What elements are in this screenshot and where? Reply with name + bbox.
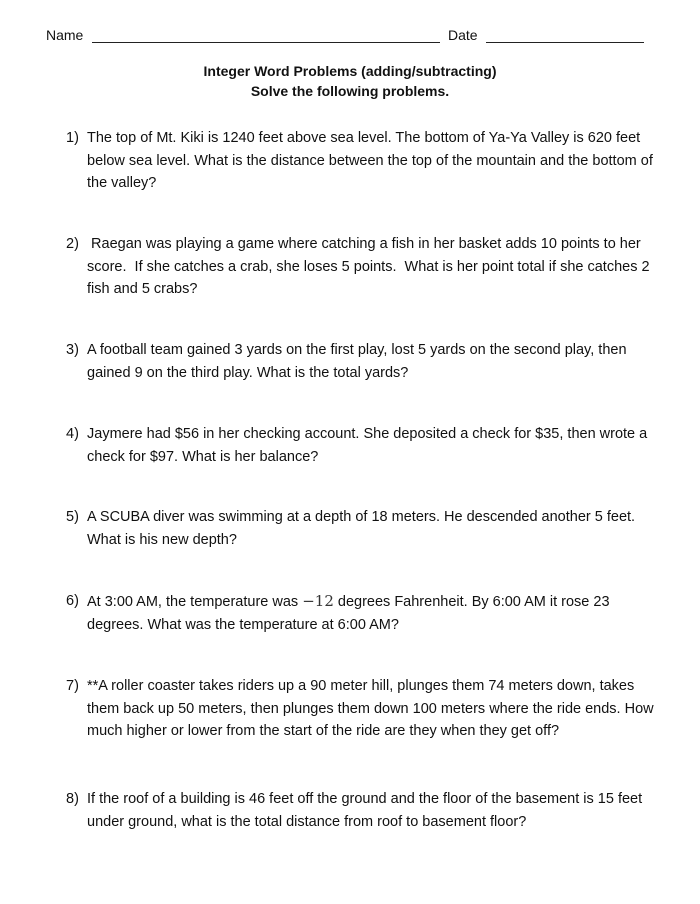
name-label: Name (46, 27, 84, 43)
problem-number: 1) (66, 130, 79, 146)
problem-number: 8) (66, 791, 79, 807)
name-date-header (46, 26, 656, 46)
problem-text-before: At 3:00 AM, the temperature was (87, 594, 303, 610)
problem-8 (66, 788, 666, 833)
problem-5 (66, 506, 666, 551)
problem-6 (66, 590, 666, 636)
problem-1 (66, 127, 666, 195)
problem-text: A SCUBA diver was swimming at a depth of 18 meters. He descended another 5 feet. What is his new depth? (87, 509, 636, 548)
negative-twelve-math: −12 (302, 592, 334, 610)
problem-4 (66, 423, 666, 468)
problem-2 (66, 233, 666, 301)
problem-number: 5) (66, 509, 79, 525)
problem-3 (66, 339, 666, 384)
problem-text: **A roller coaster takes riders up a 90 meter hill, plunges them 74 meters down, takes them back up 50 meters, then plunges them down 100 meters where the ride ends. How much higher or lower from the start of the ride are they when they get off? (87, 678, 654, 739)
problem-number: 4) (66, 426, 79, 442)
problem-number: 3) (66, 342, 79, 358)
problem-text: Raegan was playing a game where catching a fish in her basket adds 10 points to her score. If she catches a crab, she loses 5 points. What is her point total if she catches 2 fish and 5 crabs? (87, 236, 654, 297)
date-blank-line[interactable] (486, 42, 644, 43)
problem-text: Jaymere had $56 in her checking account. She deposited a check for $35, then wrote a check for $97. What is her balance? (87, 426, 648, 465)
date-label: Date (448, 27, 478, 43)
problem-text: If the roof of a building is 46 feet off the ground and the floor of the basement is 15 feet under ground, what is the total distance from roof to basement floor? (87, 791, 643, 830)
problem-text: The top of Mt. Kiki is 1240 feet above sea level. The bottom of Ya-Ya Valley is 620 feet below sea level. What is the distance between the top of the mountain and the bottom of the valley? (87, 130, 653, 191)
problem-number: 6) (66, 593, 79, 609)
worksheet-title (0, 61, 700, 101)
problem-text: A football team gained 3 yards on the first play, lost 5 yards on the second play, then gained 9 on the third play. What is the total yards? (87, 342, 627, 381)
name-blank-line[interactable] (92, 42, 440, 43)
title-line-2: Solve the following problems. (250, 83, 450, 99)
title-line-1: Integer Word Problems (adding/subtracting) (203, 63, 497, 79)
problem-number: 2) (66, 236, 79, 252)
problem-number: 7) (66, 678, 79, 694)
problem-7 (66, 675, 666, 743)
problem-text (87, 590, 666, 636)
problem-text-after: degrees Fahrenheit. By 6:00 AM it rose 23 degrees. What was the temperature at 6:00 AM? (87, 594, 610, 633)
